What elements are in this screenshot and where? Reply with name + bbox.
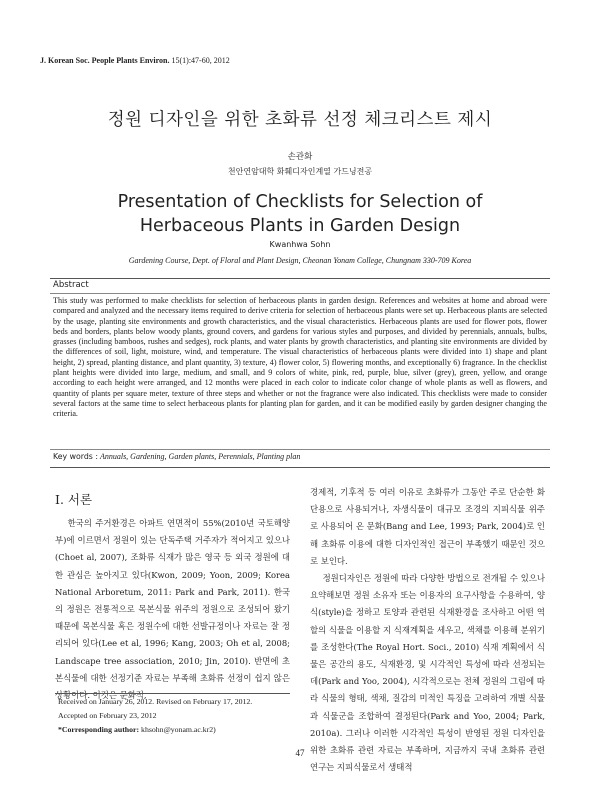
left-column — [55, 515, 290, 704]
korean-title: 정원 디자인을 위한 초화류 선정 체크리스트 제시 — [107, 110, 493, 130]
footnote-corresponding — [58, 725, 216, 734]
page-number: 47 — [295, 748, 305, 758]
journal-name: J. Korean Soc. People Plants Environ. — [40, 56, 170, 65]
abstract-divider — [50, 293, 550, 294]
footnote-divider — [55, 693, 290, 694]
footnote-received: Received on January 26, 2012. Revised on February 17, 2012. — [58, 697, 253, 706]
keywords-divider — [50, 449, 550, 450]
right-paragraph-2: 정원디자인은 정원에 따라 다양한 방법으로 전개될 수 있으나 요약해보면 정원 소유자 또는 이용자의 요구사항을 수용하여, 양식(style)을 정하고 토양과 관련된 식재환경을 조사하고 어떤 역할의 식물을 이용할 지 식재계획을 세우고, 색채를 이용해 분위기를 조성한다(The Royal Hort. Soci., 2010) 식재 계획에서 식물은 공간의 용도, 식재환경, 및 시각적인 특성에 따라 선정되는데(Park and Yoo, 2004), 시각적으로는 전체 정원의 그림에 따라 식물의 형태, 색채, 질감의 미적인 특징을 고려하여 개별 식물과 식물군을 조합하여 결정된다(Park and Yoo, 2004; Park, 2010a). 그러나 이러한 시각적인 특성이 반영된 정원 디자인을 위한 초화류 관련 자료는 부족하며, 지금까지 국내 초화류 관련 연구는 지피식물로서 생태적 — [310, 573, 545, 773]
abstract-text: This study was performed to make checklists for selection of herbaceous plants in garden design. References and websites at home and abroad were compared and analyzed and the necessary items required to derive criteria for selection of herbaceous plants were set up. Herbaceous plants are selected by the usage, planting site environments and growth characteristics, and the visual characteristics. Herbaceous plants are used for flower pots, flower beds and borders, plants below woody plants, ground covers, and gardens for various styles and purposes, and divided by perennials, annuals, bulbs, grasses (including bamboos, rushes and sedges), rock plants, and water plants by growth characteristics, and planting site environments are divided by the differences of soil, light, moisture, wind, and temperature. The visual characteristics of herbaceous plants were divided into 1) shape and plant height, 2) spread, planting distance, and plant quantity, 3) texture, 4) flower color, 5) flowering months, and exceptionally 6) fragrance. In the checklist plant heights were divided into large, medium, and small, and 9 colors of white, pink, red, purple, blue, silver (grey), green, yellow, and orange according to each height were arranged, and 12 months were placed in each color to indicate color change of whole plants as well as flowers, and quantity of plants per square meter, texture of three steps and whether or not the fragrance were also indicated. This checklists were made to consider several factors at the same time to select herbaceous plants for planting plan for garden, and it can be modified easily by garden designer changing the criteria. — [53, 296, 547, 419]
journal-volume: 15(1):47-60, 2012 — [171, 56, 230, 65]
journal-citation — [40, 56, 230, 65]
right-column — [310, 484, 545, 776]
keywords-value: Annuals, Gardening, Garden plants, Perennials, Planting plan — [99, 452, 301, 461]
left-paragraph: 한국의 주거환경은 아파트 연면적이 55%(2010년 국토해양부)에 이르면서 정원이 있는 단독주택 거주자가 적어지고 있으나(Choet al, 2007), 조화류 식재가 많은 영국 등 외국 정원에 대한 관심은 높아지고 있다(Kwon, 2009; Yoon, 2009; Korea National Arboretum, 2011: Park and Park, 2011). 한국의 정원은 전통적으로 목본식물 위주의 정원으로 조성되어 왔기 때문에 목본식물 혹은 정원수에 대한 선발규정이나 자료는 잘 정리되어 있다(Lee et al, 1996; Kang, 2003; Oh et al, 2008; Landscape tree association, 2010; Jin, 2010). 반면에 초본식물에 대한 선정기준 자료는 부족해 초화류 선정이 쉽지 않은 상황이다. 이것은 문화적, — [55, 518, 290, 701]
footnote-accepted: Accepted on February 23, 2012 — [58, 711, 157, 720]
english-title-line-2: Herbaceous Plants in Garden Design — [139, 216, 461, 236]
right-paragraph-1: 경제적, 기후적 등 여러 이유로 초화류가 그동안 주로 단순한 화단용으로 사용되거나, 자생식물이 대규모 조경의 지피식물 위주로 사용되어 온 문화(Bang and Lee, 1993; Park, 2004)로 인해 초화류 이용에 대한 디자인적인 접근이 부족했기 때문인 것으로 보인다. — [310, 487, 545, 566]
korean-affiliation: 천안연암대학 화훼디자인계열 가드닝전공 — [227, 167, 373, 176]
english-author: Kwanhwa Sohn — [269, 240, 331, 249]
abstract-heading: Abstract — [53, 280, 89, 290]
corresponding-label: *Corresponding author: — [58, 725, 140, 734]
english-affiliation: Gardening Course, Dept. of Floral and Plant Design, Cheonan Yonam College, Chungnam 330-709 Korea — [128, 256, 472, 265]
keywords — [53, 452, 300, 461]
english-title-line-1: Presentation of Checklists for Selection of — [117, 192, 483, 212]
keywords-label: Key words : — [53, 452, 98, 461]
korean-author: 손관화 — [287, 152, 313, 162]
english-title — [0, 190, 600, 238]
corresponding-email: khsohn@yonam.ac.kr2) — [141, 725, 216, 734]
section-heading-introduction: I. 서론 — [55, 492, 93, 507]
